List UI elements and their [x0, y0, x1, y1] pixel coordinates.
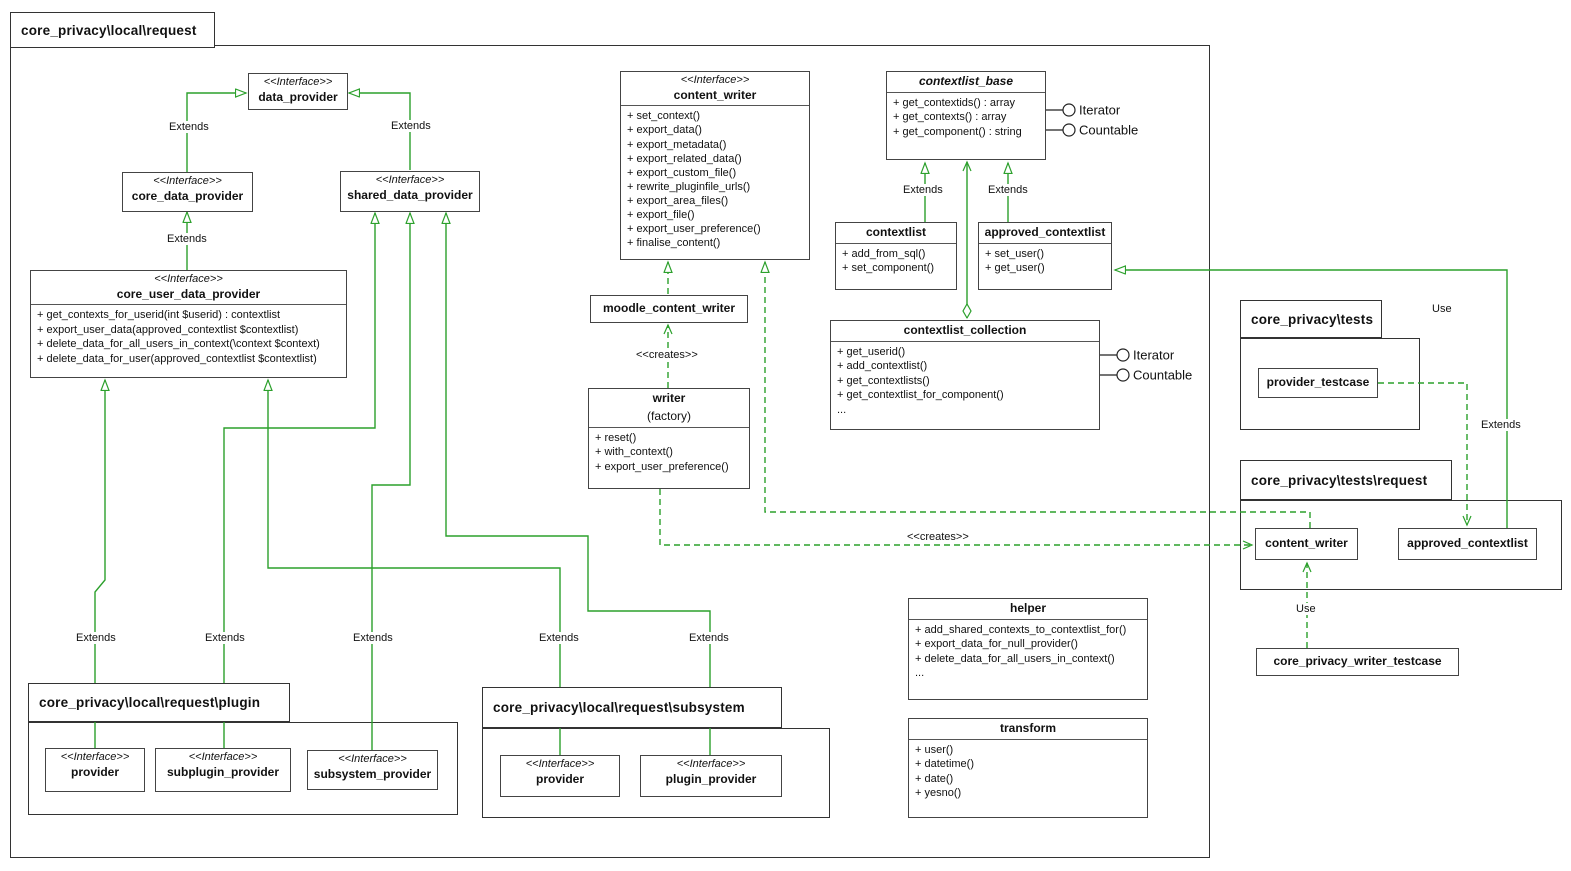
class-name: subplugin_provider [166, 764, 279, 779]
stereotype: <<Interface>> [338, 753, 407, 765]
class-core-user-data-provider[interactable] [30, 270, 347, 378]
stereotype: <<Interface>> [680, 74, 750, 86]
class-name: core_user_data_provider [116, 286, 261, 301]
class-helper[interactable] [908, 598, 1148, 700]
method: + date() [915, 772, 954, 785]
frame-tests-request[interactable] [1240, 460, 1452, 500]
frame-title: core_privacy\local\request\subsystem [493, 700, 745, 715]
class-transform[interactable] [908, 718, 1148, 818]
method: + yesno() [915, 787, 962, 800]
class-name: contextlist_collection [903, 323, 1027, 337]
method-list [836, 243, 956, 278]
frame-plugin[interactable] [28, 683, 290, 722]
method: + export_related_data() [627, 152, 742, 165]
edge-label: Extends [76, 632, 116, 644]
method: + export_metadata() [627, 138, 727, 151]
method-list [31, 304, 346, 368]
frame-title: core_privacy\tests\request [1251, 472, 1428, 488]
svg-text:Iterator: Iterator [1079, 102, 1121, 118]
svg-text:Iterator: Iterator [1133, 347, 1175, 363]
method: ... [915, 667, 925, 680]
method: + with_context() [595, 446, 673, 459]
edge-label: Extends [353, 632, 393, 644]
frame-title: core_privacy\local\request [21, 22, 197, 38]
frame-title: core_privacy\local\request\plugin [39, 695, 261, 710]
class-subsystem-provider-iface[interactable] [500, 755, 620, 797]
class-name: moodle_content_writer [602, 301, 736, 316]
method-list [621, 105, 809, 252]
edge-label: Use [1296, 603, 1316, 615]
lollipop-interface [1100, 348, 1175, 363]
class-name: core_data_provider [131, 188, 244, 203]
method-list [909, 739, 1147, 803]
class-subplugin-provider[interactable] [155, 748, 291, 792]
method: + add_contextlist() [837, 360, 928, 373]
class-name: provider [70, 764, 119, 779]
class-writer-factory[interactable] [588, 388, 750, 489]
class-core-privacy-writer-testcase[interactable] [1256, 648, 1459, 676]
edge-label: Extends [689, 632, 729, 644]
frame-core-privacy-local-request[interactable] [10, 12, 215, 48]
method: + get_contexts() : array [893, 111, 1007, 124]
method: + get_contexts_for_userid(int $userid) : contextlist [37, 309, 281, 322]
method: + reset() [595, 431, 637, 444]
edge-label: Extends [169, 121, 209, 133]
class-approved-contextlist[interactable] [978, 222, 1112, 290]
method: + export_user_preference() [627, 222, 761, 235]
method: + export_custom_file() [627, 166, 737, 179]
method: + add_from_sql() [842, 247, 926, 260]
edge-label: Extends [539, 632, 579, 644]
method: + get_userid() [837, 345, 906, 358]
class-name: transform [999, 721, 1056, 735]
class-plugin-provider[interactable] [45, 748, 145, 792]
edge-label: Extends [1481, 419, 1521, 431]
class-content-writer[interactable] [620, 71, 810, 260]
edge [1378, 383, 1467, 525]
method: + export_data() [627, 124, 702, 137]
edge-label: <<creates>> [907, 531, 969, 543]
method: + get_user() [985, 262, 1045, 275]
class-shared-data-provider[interactable] [340, 171, 480, 212]
class-test-content-writer[interactable] [1255, 528, 1358, 560]
lollipop-interface [1046, 103, 1121, 118]
method: + export_file() [627, 208, 695, 221]
class-contextlist-base[interactable] [886, 71, 1046, 160]
method: + get_contextlist_for_component() [837, 389, 1004, 402]
frame-tests[interactable] [1240, 300, 1382, 338]
edge [372, 213, 410, 750]
method: + delete_data_for_user(approved_contextlist $contextlist) [37, 352, 317, 365]
class-name: shared_data_provider [347, 187, 473, 202]
class-test-approved-contextlist[interactable] [1398, 528, 1537, 560]
method: + get_contextlists() [837, 374, 930, 387]
method: + export_user_preference() [595, 460, 729, 473]
method: + delete_data_for_all_users_in_context(\context $context) [37, 338, 320, 351]
stereotype: <<Interface>> [525, 758, 595, 770]
stereotype: <<Interface>> [153, 175, 222, 187]
stereotype: <<Interface>> [188, 751, 258, 763]
method: + delete_data_for_all_users_in_context() [915, 652, 1115, 665]
method: + get_contextids() : array [893, 96, 1015, 109]
class-name: approved_contextlist [1407, 536, 1528, 551]
class-name: subsystem_provider [313, 766, 432, 781]
svg-text:Countable: Countable [1133, 367, 1193, 383]
class-name: contextlist [865, 225, 926, 239]
lollipop-interface [1100, 368, 1192, 383]
frame-title: core_privacy\tests [1251, 311, 1374, 327]
class-name: helper [1009, 601, 1046, 615]
class-name: writer [652, 391, 686, 405]
class-name: approved_contextlist [984, 225, 1106, 239]
class-name: data_provider [258, 89, 338, 104]
edge-label: Extends [167, 233, 207, 245]
class-moodle-content-writer[interactable] [590, 295, 748, 323]
edge-label: <<creates>> [636, 349, 698, 361]
method: + export_area_files() [627, 194, 729, 207]
class-name: content_writer [673, 87, 757, 102]
edge-label: Extends [988, 184, 1028, 196]
class-provider-testcase[interactable] [1258, 368, 1378, 398]
method-list [909, 619, 1147, 683]
method-list [887, 92, 1045, 142]
method: + get_component() : string [893, 125, 1022, 138]
method: + user() [915, 743, 954, 756]
class-contextlist[interactable] [835, 222, 957, 290]
svg-text:Countable: Countable [1079, 122, 1139, 138]
class-name: provider_testcase [1266, 375, 1370, 390]
class-subsystem-provider[interactable] [307, 750, 438, 790]
stereotype: <<Interface>> [263, 76, 333, 88]
edge-label: Extends [391, 120, 431, 132]
edge-label: Use [1432, 303, 1452, 315]
stereotype: <<Interface>> [676, 758, 746, 770]
method: + datetime() [915, 758, 974, 771]
frame-subsystem[interactable] [482, 687, 782, 728]
method: + export_user_data(approved_contextlist $contextlist) [37, 323, 299, 336]
method: + set_component() [842, 262, 935, 275]
method: + add_shared_contexts_to_contextlist_for() [915, 623, 1127, 636]
lollipop-interface [1046, 123, 1138, 138]
edge-label: Extends [903, 184, 943, 196]
class-name: core_privacy_writer_testcase [1273, 654, 1442, 669]
stereotype: <<Interface>> [60, 751, 130, 763]
method: + export_data_for_null_provider() [915, 638, 1078, 651]
class-name: contextlist_base [918, 74, 1014, 88]
method: + rewrite_pluginfile_urls() [627, 180, 751, 193]
class-contextlist-collection[interactable] [830, 320, 1100, 430]
class-subsystem-plugin-provider[interactable] [640, 755, 782, 797]
stereotype: <<Interface>> [375, 174, 445, 186]
class-data-provider[interactable] [248, 73, 348, 110]
method: ... [837, 403, 847, 416]
class-core-data-provider[interactable] [122, 172, 253, 212]
method: + finalise_content() [627, 237, 721, 250]
method: + set_context() [627, 110, 701, 123]
class-subtitle: (factory) [646, 408, 691, 423]
method-list [831, 341, 1099, 420]
method-list [979, 243, 1111, 278]
class-name: provider [535, 771, 584, 786]
class-name: plugin_provider [665, 771, 757, 786]
edge-label: Extends [205, 632, 245, 644]
stereotype: <<Interface>> [154, 273, 223, 285]
method: + set_user() [985, 247, 1044, 260]
class-name: content_writer [1265, 536, 1348, 551]
method-list [589, 427, 749, 477]
